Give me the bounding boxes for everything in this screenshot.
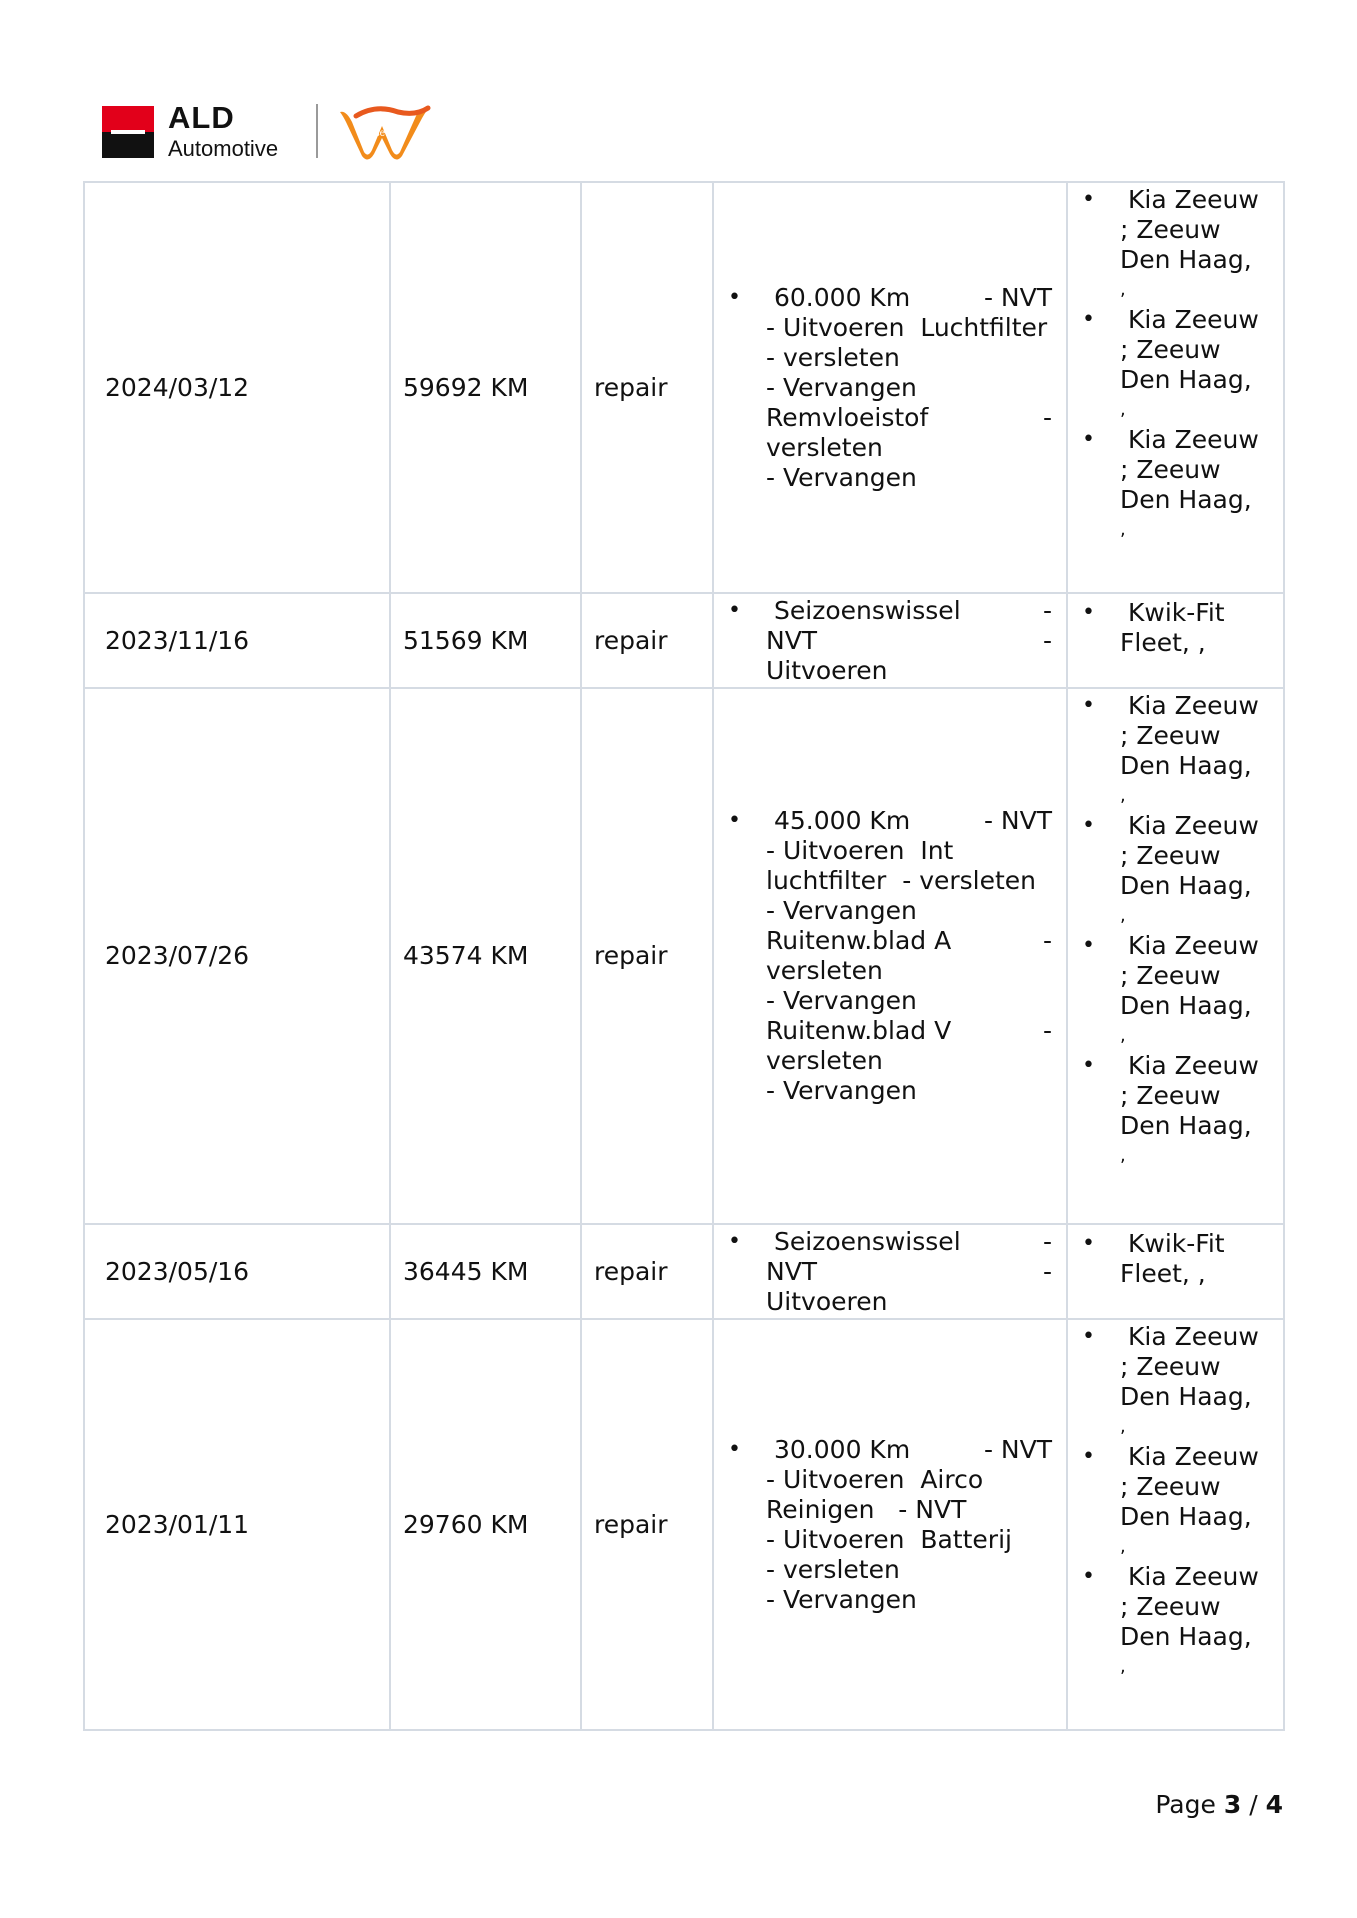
description-text: 30.000 Km (774, 1434, 911, 1464)
list-item (1082, 931, 1273, 1051)
description-text: - Vervangen (766, 372, 917, 402)
description-line (766, 866, 1052, 896)
bullet-icon: • (1082, 307, 1095, 332)
ald-wordmark: ALD Automotive (168, 100, 279, 161)
description-text: 45.000 Km (774, 806, 911, 835)
dealer-text: Kia Zeeuw (1128, 185, 1259, 214)
description-text: luchtfilter - versleten (766, 866, 1037, 895)
dealer-text: Den Haag, (1120, 1622, 1252, 1651)
dealer-text: Den Haag, (1120, 1502, 1252, 1531)
dealer-text: , (1120, 1656, 1126, 1677)
description-line (766, 1016, 1052, 1046)
service-type: repair (581, 688, 713, 1224)
dealer-text: Den Haag, (1120, 485, 1252, 514)
bullet-icon: • (728, 1436, 741, 1462)
description-line (728, 806, 1052, 836)
dealer-text: Kwik-Fit (1128, 598, 1225, 627)
description-suffix: - (1042, 595, 1052, 625)
description-suffix: - NVT (983, 806, 1052, 835)
dealer-text: Den Haag, (1120, 365, 1252, 394)
description-text: - Vervangen (766, 896, 917, 925)
list-item (1082, 1051, 1273, 1171)
list-item (1082, 691, 1273, 811)
logo-divider (316, 104, 318, 158)
description-line (766, 373, 1052, 403)
dealer-text: ; Zeeuw (1120, 1081, 1221, 1110)
dealer-text: , (1120, 1416, 1126, 1437)
dealer-list (1067, 1319, 1284, 1730)
service-description (713, 182, 1067, 593)
dealer-text: Kia Zeeuw (1128, 811, 1259, 840)
dealer-text: Den Haag, (1120, 1382, 1252, 1411)
dealer-text: Den Haag, (1120, 751, 1252, 780)
description-text: - Vervangen (766, 986, 917, 1015)
dealer-list (1067, 1224, 1284, 1319)
list-item (1082, 1562, 1273, 1682)
service-type: repair (581, 1319, 713, 1730)
table-row (84, 182, 1284, 593)
service-description (713, 1319, 1067, 1730)
dealer-text: Kwik-Fit (1128, 1229, 1225, 1258)
bullet-icon: • (1082, 427, 1095, 452)
leaseplan-logo-icon (336, 102, 436, 160)
dealer-text: Kia Zeeuw (1128, 1322, 1259, 1351)
description-suffix: - (1042, 1226, 1052, 1256)
dealer-text: ; Zeeuw (1120, 1352, 1221, 1381)
description-line (766, 1257, 1052, 1287)
description-suffix: - (1042, 926, 1052, 955)
service-date: 2023/05/16 (84, 1224, 390, 1319)
list-item (1082, 598, 1273, 658)
list-item (1082, 425, 1273, 545)
bullet-icon: • (1082, 187, 1095, 212)
bullet-icon: • (1082, 1564, 1095, 1589)
dealer-text: Fleet, , (1120, 628, 1206, 657)
dealer-text: , (1120, 1536, 1126, 1557)
description-suffix: - (1042, 1016, 1052, 1045)
bullet-icon: • (1082, 1444, 1095, 1469)
bullet-icon: • (1082, 1053, 1095, 1078)
description-suffix: - NVT (983, 1434, 1052, 1464)
dealer-text: ; Zeeuw (1120, 721, 1221, 750)
bullet-icon: • (728, 597, 741, 623)
service-date: 2023/07/26 (84, 688, 390, 1224)
bullet-icon: • (1082, 600, 1095, 625)
service-date: 2023/01/11 (84, 1319, 390, 1730)
bullet-icon: • (1082, 1324, 1095, 1349)
dealer-text: , (1120, 1025, 1126, 1046)
dealer-text: , (1120, 519, 1126, 540)
dealer-text: Den Haag, (1120, 1111, 1252, 1140)
dealer-text: , (1120, 279, 1126, 300)
page-indicator: Page 3 / 4 (1155, 1790, 1283, 1819)
dealer-text: Den Haag, (1120, 991, 1252, 1020)
maintenance-history-table (83, 181, 1285, 1731)
description-line (766, 1465, 1052, 1495)
dealer-text: Kia Zeeuw (1128, 425, 1259, 454)
service-type: repair (581, 182, 713, 593)
description-text: Reinigen - NVT (766, 1494, 967, 1524)
description-text: - versleten (766, 342, 900, 372)
description-line (766, 1585, 1052, 1615)
description-line (766, 1525, 1052, 1555)
description-line (766, 463, 1052, 493)
dealer-text: Fleet, , (1120, 1259, 1206, 1288)
dealer-text: Den Haag, (1120, 245, 1252, 274)
service-description (713, 688, 1067, 1224)
dealer-text: Kia Zeeuw (1128, 691, 1259, 720)
odometer-km: 59692 KM (390, 182, 581, 593)
description-text: - Uitvoeren Batterij (766, 1524, 1012, 1554)
dealer-text: Kia Zeeuw (1128, 1051, 1259, 1080)
description-line (766, 313, 1052, 343)
bullet-icon: • (728, 1228, 741, 1254)
description-text: versleten (766, 1046, 883, 1075)
description-line (728, 595, 1052, 626)
service-description (713, 1224, 1067, 1319)
description-text: - Vervangen (766, 1584, 917, 1614)
list-item (1082, 1229, 1273, 1289)
svg-text:LeasePlan: LeasePlan (358, 128, 406, 139)
odometer-km: 51569 KM (390, 593, 581, 688)
description-line (766, 1046, 1052, 1076)
description-suffix: - (1042, 402, 1052, 432)
description-line (766, 656, 1052, 686)
table-row (84, 593, 1284, 688)
bullet-icon: • (1082, 813, 1095, 838)
description-text: Uitvoeren (766, 1286, 888, 1316)
description-line (728, 1226, 1052, 1257)
ald-logo-icon (102, 106, 154, 158)
dealer-list (1067, 593, 1284, 688)
dealer-text: , (1120, 905, 1126, 926)
description-line (728, 282, 1052, 313)
description-text: - versleten (766, 1554, 900, 1584)
list-item (1082, 1442, 1273, 1562)
dealer-text: ; Zeeuw (1120, 1472, 1221, 1501)
description-suffix: - (1042, 1256, 1052, 1286)
header (102, 100, 502, 170)
bullet-icon: • (728, 808, 741, 833)
description-text: versleten (766, 956, 883, 985)
dealer-text: ; Zeeuw (1120, 841, 1221, 870)
list-item (1082, 185, 1273, 305)
list-item (1082, 305, 1273, 425)
description-line (766, 1076, 1052, 1106)
description-line (766, 1555, 1052, 1585)
description-text: - Uitvoeren Int (766, 836, 954, 865)
description-text: - Vervangen (766, 462, 917, 492)
list-item (1082, 811, 1273, 931)
dealer-text: , (1120, 399, 1126, 420)
description-line (766, 343, 1052, 373)
dealer-text: Kia Zeeuw (1128, 1442, 1259, 1471)
description-line (766, 626, 1052, 656)
list-item (1082, 1322, 1273, 1442)
dealer-text: ; Zeeuw (1120, 961, 1221, 990)
description-text: - Vervangen (766, 1076, 917, 1105)
odometer-km: 36445 KM (390, 1224, 581, 1319)
dealer-text: ; Zeeuw (1120, 215, 1221, 244)
dealer-text: ; Zeeuw (1120, 1592, 1221, 1621)
table-row (84, 688, 1284, 1224)
description-line (766, 1495, 1052, 1525)
description-text: versleten (766, 432, 883, 462)
description-line (766, 956, 1052, 986)
dealer-text: ; Zeeuw (1120, 335, 1221, 364)
service-description (713, 593, 1067, 688)
dealer-list (1067, 688, 1284, 1224)
dealer-text: ; Zeeuw (1120, 455, 1221, 484)
description-line (728, 1434, 1052, 1465)
service-type: repair (581, 593, 713, 688)
bullet-icon: • (1082, 933, 1095, 958)
service-date: 2023/11/16 (84, 593, 390, 688)
description-text: - Uitvoeren Luchtfilter (766, 312, 1048, 342)
service-date: 2024/03/12 (84, 182, 390, 593)
dealer-text: Kia Zeeuw (1128, 1562, 1259, 1591)
description-line (766, 403, 1052, 433)
dealer-text: Den Haag, (1120, 871, 1252, 900)
description-text: - Uitvoeren Airco (766, 1464, 984, 1494)
odometer-km: 29760 KM (390, 1319, 581, 1730)
bullet-icon: • (1082, 1231, 1095, 1256)
dealer-list (1067, 182, 1284, 593)
dealer-text: , (1120, 1145, 1126, 1166)
description-suffix: - (1042, 625, 1052, 655)
bullet-icon: • (728, 284, 741, 310)
dealer-text: Kia Zeeuw (1128, 305, 1259, 334)
description-line (766, 1287, 1052, 1317)
description-text: Uitvoeren (766, 655, 888, 685)
description-line (766, 433, 1052, 463)
description-text: NVT (766, 625, 818, 655)
description-suffix: - NVT (983, 282, 1052, 312)
description-line (766, 836, 1052, 866)
description-text: Ruitenw.blad V (766, 1016, 952, 1045)
table-row (84, 1319, 1284, 1730)
description-text: Seizoenswissel (774, 1226, 961, 1256)
description-line (766, 896, 1052, 926)
table-row (84, 1224, 1284, 1319)
description-text: Seizoenswissel (774, 595, 961, 625)
description-text: NVT (766, 1256, 818, 1286)
description-line (766, 926, 1052, 956)
description-text: 60.000 Km (774, 282, 911, 312)
bullet-icon: • (1082, 693, 1095, 718)
odometer-km: 43574 KM (390, 688, 581, 1224)
description-text: Ruitenw.blad A (766, 926, 952, 955)
dealer-text: , (1120, 785, 1126, 806)
description-line (766, 986, 1052, 1016)
description-text: Remvloeistof (766, 402, 929, 432)
dealer-text: Kia Zeeuw (1128, 931, 1259, 960)
service-type: repair (581, 1224, 713, 1319)
